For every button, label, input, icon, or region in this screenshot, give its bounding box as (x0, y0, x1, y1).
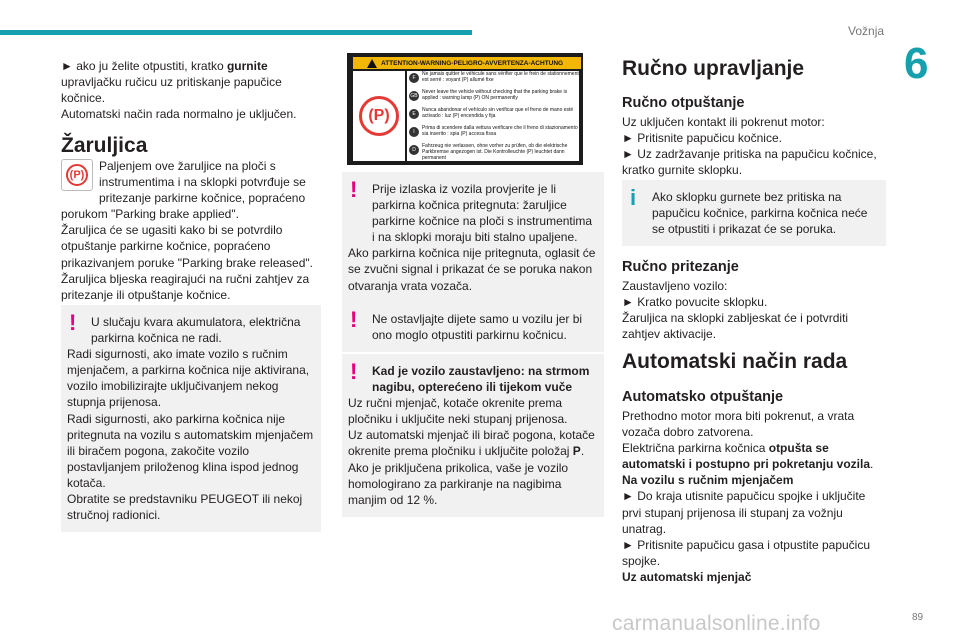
manual-apply-text: Zaustavljeno vozilo: ► Kratko povucite sklopku. Žaruljica na sklopki zabljeskat će i potvrditi zahtjev aktivacije. (622, 279, 849, 342)
warning-icon: ! (350, 307, 358, 332)
heading-manual-release: Ručno otpuštanje (622, 95, 745, 111)
top-accent-bar (0, 30, 472, 35)
warning-icon: ! (350, 359, 358, 384)
check-brake-box: ! Prije izlaska iz vozila provjerite je li parkirna kočnica pritegnuta: žaruljice parkirne kočnice na ploči s instrumentima i na sklopki moraju biti stalno upaljene. Ako parkirna kočnica nije pritegnuta, oglasit će se zvučni signal i prikazat će se poruka nakon otvaranja vrata vozača. (342, 172, 604, 303)
lamp-text: Paljenjem ove žaruljice na ploči s instrumentima i na sklopki potvrđuje se pritezanje parkirne kočnice, popraćeno porukom "Parking brake applied". (61, 159, 306, 222)
battery-warning-box: ! U slučaju kvara akumulatora, električna parkirna kočnica ne radi. Radi sigurnosti, ako imate vozilo s ručnim mjenjačem, a parkirna kočnica nije aktivirana, vozilo imobilizirajte uključivanjem nekog stupnja prijenosa. Radi sigurnosti, ako parkirna kočnica nije pritegnuta na vozilu s automatskim mjenjačem ili biračem pogona, zakočite vozilo postavljanjem priloženog klina ispod jednog kotača. Obratite se predstavniku PEUGEOT ili nekoj stručnoj radionici. (61, 305, 321, 532)
intro-text: ► ako ju želite otpustiti, kratko gurnite upravljačku ručicu uz pritiskanje papučice kočnice. Automatski način rada normalno je uključen. (61, 59, 297, 122)
warning-label-header: ATTENTION-WARNING-PELIGRO-AVVERTENZA-ACHTUNG (353, 57, 581, 69)
label-text-rows: F Ne jamais quitter le véhicule sans vérifier que le frein de stationnement est serré : voyant (P) allumé fixe GB Never leave the vehicle without checking that the parking brake is applied : warning lamp (P) ON permanently E Nunca abandonar el vehículo sin verificar que el freno de mano esté activado : luz (P) encendida y fija I Prima di scendere dalla vettura verificare che il freno di stazionamento sia inserito : spia (P) accesa fissa D Fahrzeug nie verlassen, ohne vorher zu prüfen, ob die elektrische Parkbremse angezogen ist. Die Kontrolleuchte (P) leuchtet dann permanent (407, 71, 579, 161)
watermark: carmanualsonline.info (612, 612, 821, 635)
section-name: Vožnja (848, 24, 885, 38)
lamp-section (61, 158, 321, 303)
warning-triangle-icon (367, 59, 377, 68)
slope-warning-box: ! Kad je vozilo zaustavljeno: na strmom nagibu, opterećeno ili tijekom vuče Uz ručni mjenjač, kotače okrenite prema pločniku i uključite neki stupanj prijenosa. Uz automatski mjenjač ili birač pogona, kotače okrenite prema pločniku i uključite položaj P. Ako je priključena prikolica, vaše je vozilo homologirano za parkiranje na nagibima manjim od 12 %. (342, 354, 604, 517)
warning-icon: ! (350, 177, 358, 202)
heading-automatic: Automatski način rada (622, 350, 848, 373)
info-box: i Ako sklopku gurnete bez pritiska na papučicu kočnice, parkirna kočnica neće se otpustiti i prikazat će se poruka. (622, 180, 886, 246)
heading-manual-apply: Ručno pritezanje (622, 259, 739, 275)
page-number: 89 (912, 612, 924, 623)
lamp-text-3: Žaruljica bljeska reagirajući na ručni zahtjev za pritezanje ili otpuštanje kočnice. (61, 271, 310, 302)
lamp-text-2: Žaruljica će se ugasiti kako bi se potvrdilo otpuštanje parkirne kočnice, popraćeno prikazivanjem poruke "Parking brake released". (61, 223, 313, 270)
manual-release-text: Uz uključen kontakt ili pokrenut motor: ► Pritisnite papučicu kočnice. ► Uz zadržavanje pritiska na papučicu kočnice, kratko gurnite sklopku. (622, 115, 877, 178)
parking-brake-lamp-icon: (P) (61, 159, 93, 191)
chapter-number: 6 (904, 39, 929, 88)
heading-manual: Ručno upravljanje (622, 57, 805, 80)
warning-label-image (347, 53, 583, 165)
parking-brake-symbol-icon: (P) (359, 96, 399, 136)
automatic-release-text: Prethodno motor mora biti pokrenut, a vrata vozača dobro zatvorena. Električna parkirna kočnica otpušta se automatski i postupno pri pokretanju vozila. Na vozilu s ručnim mjenjačem ► Do kraja utisnite papučicu spojke i uključite prvi stupanj prijenosa ili stupanj za vožnju unatrag. ► Pritisnite papučicu gasa i otpustite papučicu spojke. Uz automatski mjenjač (622, 409, 874, 584)
info-icon: i (630, 185, 637, 210)
child-warning-box: ! Ne ostavljajte dijete samo u vozilu jer bi ono moglo otpustiti parkirnu kočnicu. (342, 302, 604, 352)
lamp-heading: Žaruljica (61, 134, 148, 157)
label-lamp (353, 71, 405, 161)
heading-automatic-release: Automatsko otpuštanje (622, 389, 784, 405)
warning-icon: ! (69, 310, 77, 335)
